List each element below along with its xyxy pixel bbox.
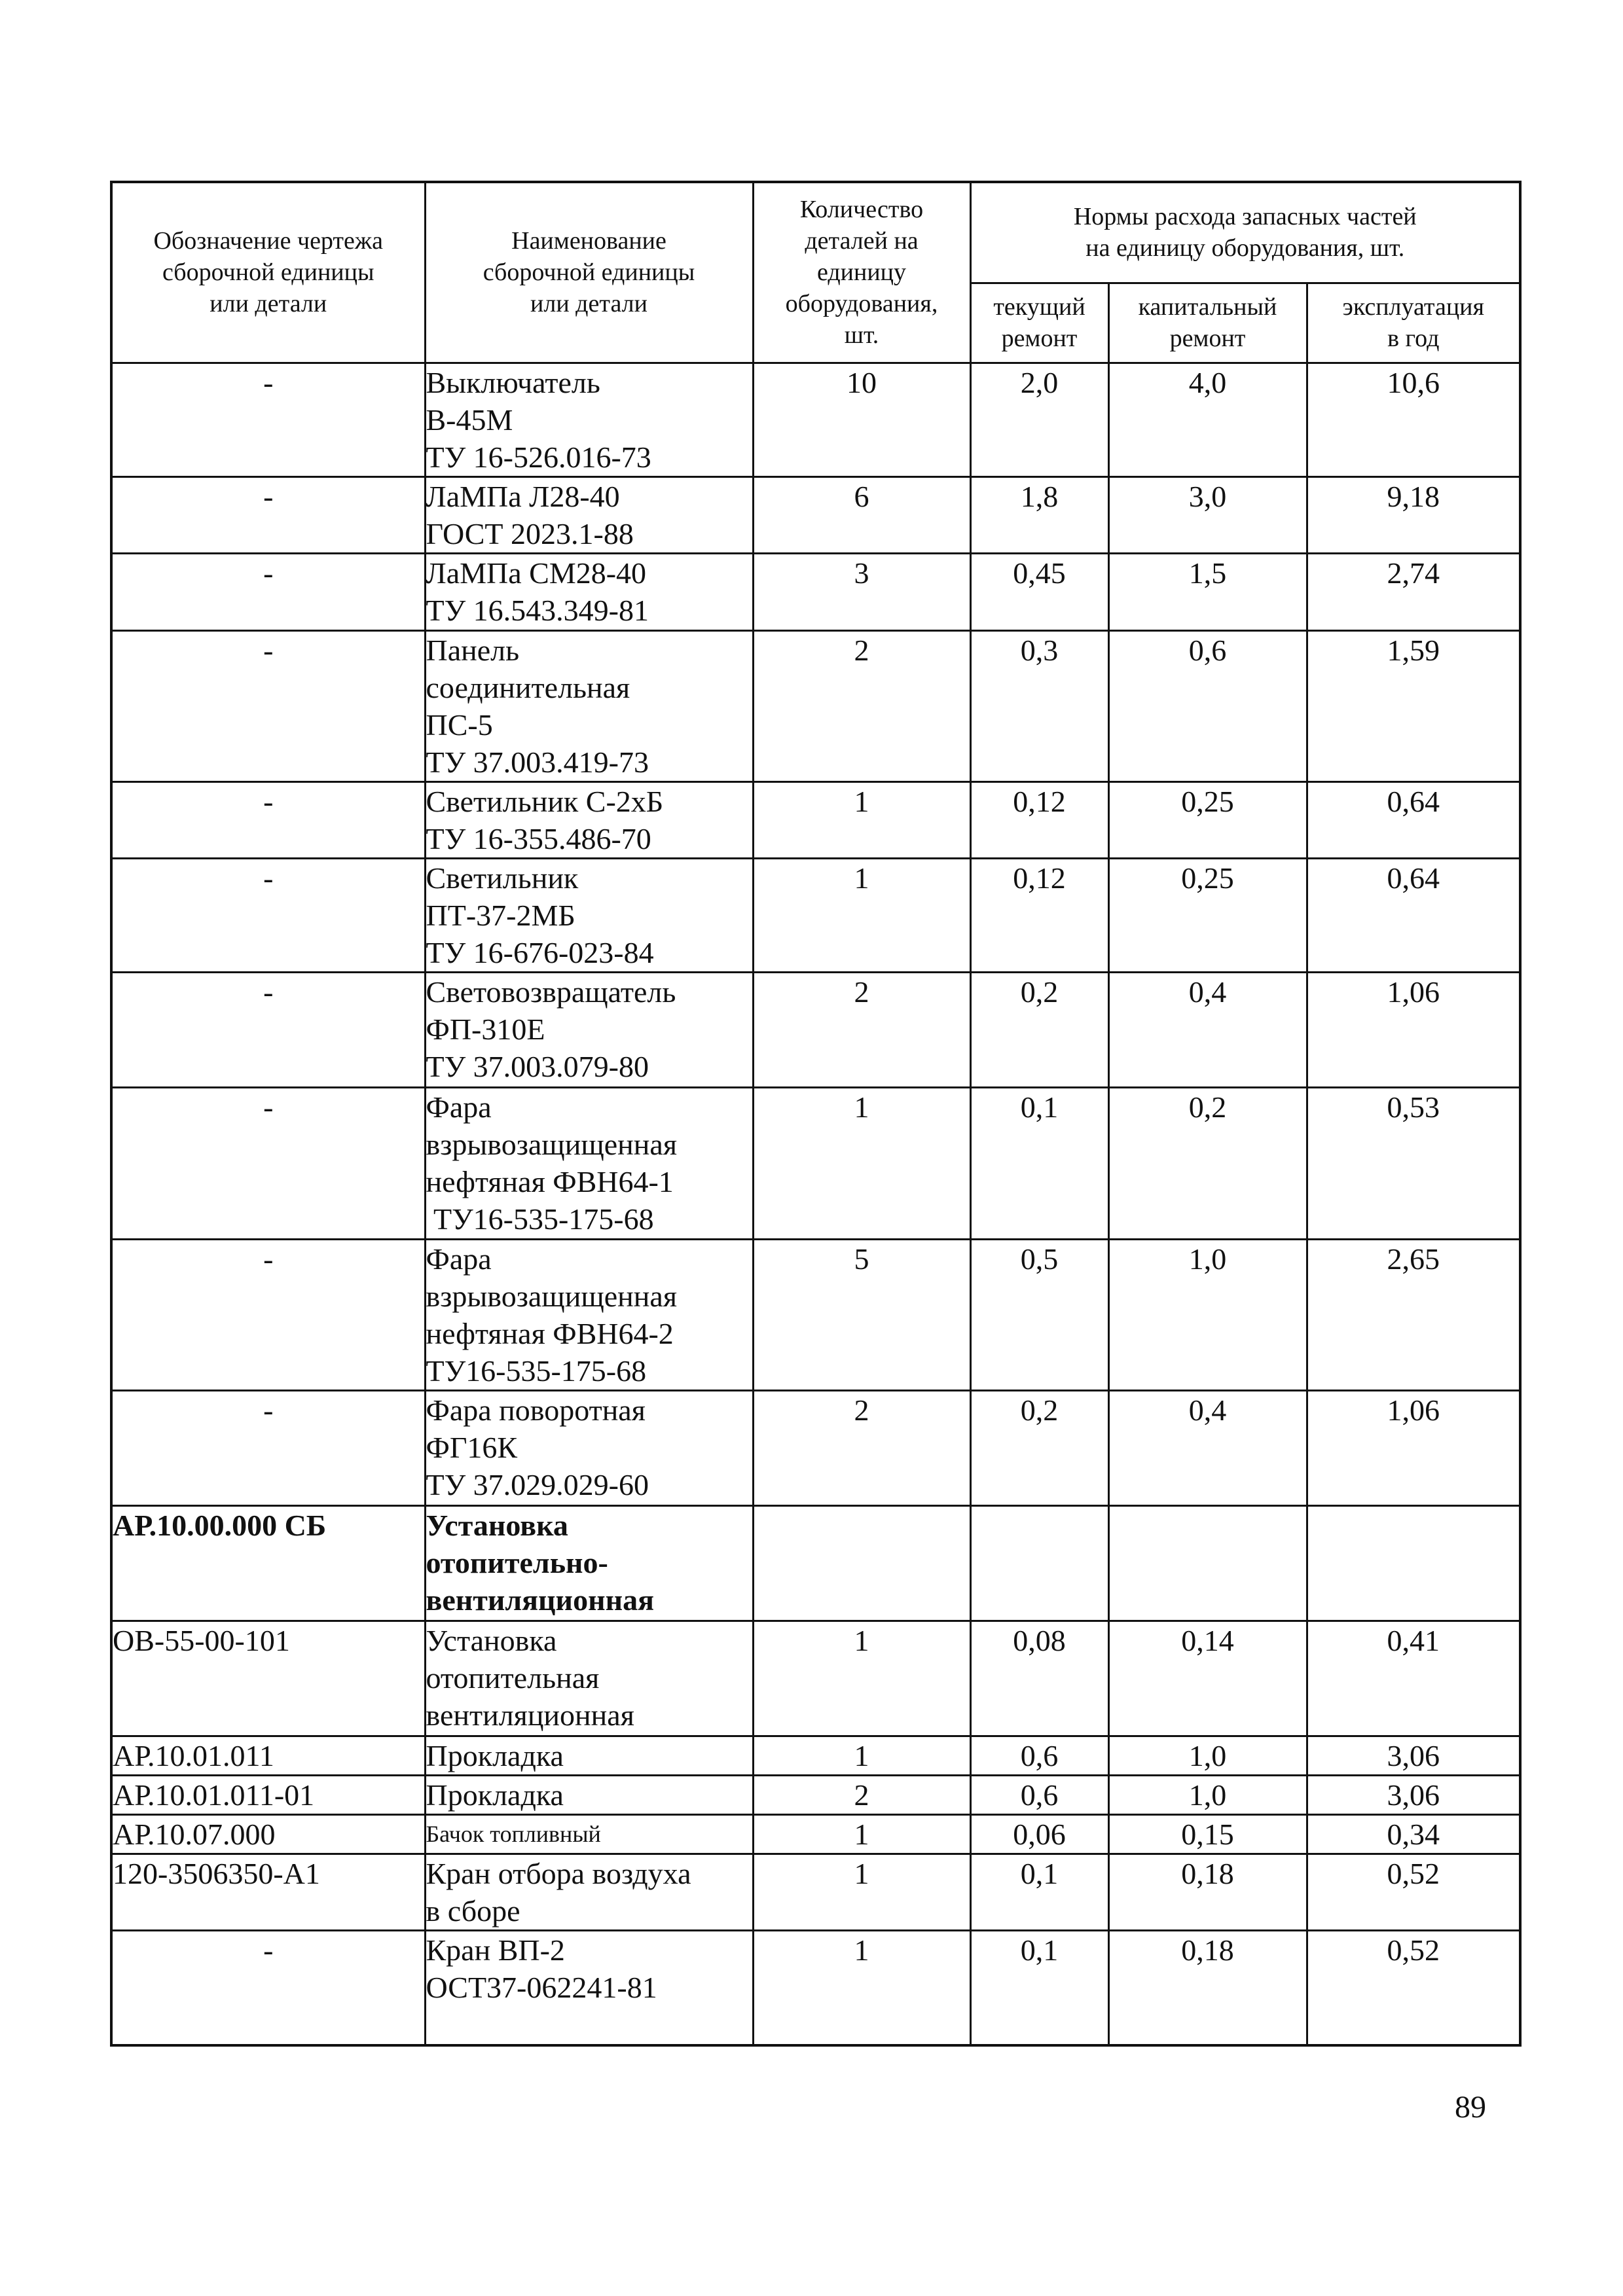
cell-operation: 1,59 xyxy=(1307,630,1520,781)
cell-qty xyxy=(753,1505,970,1621)
cell-capital: 0,25 xyxy=(1108,858,1307,972)
table-row xyxy=(111,1736,1520,1775)
cell-qty: 2 xyxy=(753,1775,970,1814)
cell-drawing-code: АР.10.01.011-01 xyxy=(111,1775,425,1814)
table-row xyxy=(111,1621,1520,1736)
unit-name-line: взрывозащищенная xyxy=(426,1279,677,1313)
cell-unit-name xyxy=(425,476,753,553)
unit-name-line: ГОСТ 2023.1-88 xyxy=(426,516,634,550)
unit-name-line: ТУ 37.003.079-80 xyxy=(426,1049,649,1083)
cell-capital: 0,14 xyxy=(1108,1621,1307,1736)
cell-drawing-code: - xyxy=(111,1239,425,1390)
unit-name-line: отопительная xyxy=(426,1660,600,1695)
cell-unit-name xyxy=(425,781,753,858)
unit-name-line: ЛаМПа СМ28-40 xyxy=(426,556,647,590)
cell-operation: 1,06 xyxy=(1307,1390,1520,1505)
cell-drawing-code: - xyxy=(111,1087,425,1239)
cell-drawing-code: 120-3506350-А1 xyxy=(111,1854,425,1930)
cell-unit-name xyxy=(425,1390,753,1505)
table-row xyxy=(111,553,1520,630)
cell-operation: 1,06 xyxy=(1307,972,1520,1087)
cell-operation: 3,06 xyxy=(1307,1736,1520,1775)
cell-current xyxy=(970,1505,1108,1621)
cell-capital xyxy=(1108,1505,1307,1621)
cell-qty: 1 xyxy=(753,858,970,972)
cell-capital: 0,4 xyxy=(1108,1390,1307,1505)
cell-capital: 0,18 xyxy=(1108,1854,1307,1930)
cell-qty: 5 xyxy=(753,1239,970,1390)
unit-name-line: Установка xyxy=(426,1508,568,1542)
cell-unit-name xyxy=(425,1736,753,1775)
cell-capital: 1,5 xyxy=(1108,553,1307,630)
cell-unit-name xyxy=(425,363,753,476)
cell-qty: 1 xyxy=(753,1814,970,1854)
cell-current: 0,1 xyxy=(970,1854,1108,1930)
table-row xyxy=(111,476,1520,553)
unit-name-line: ТУ16-535-175-68 xyxy=(426,1354,647,1388)
cell-unit-name xyxy=(425,1930,753,2045)
cell-current: 0,12 xyxy=(970,781,1108,858)
header-current-repair: текущий ремонт xyxy=(970,283,1108,363)
cell-operation: 0,64 xyxy=(1307,781,1520,858)
cell-unit-name xyxy=(425,1621,753,1736)
cell-current: 0,1 xyxy=(970,1087,1108,1239)
table-row xyxy=(111,1239,1520,1390)
unit-name-line: ТУ 16.543.349-81 xyxy=(426,593,649,627)
cell-capital: 0,25 xyxy=(1108,781,1307,858)
cell-qty: 1 xyxy=(753,781,970,858)
header-code: Обозначение чертежа сборочной единицы или детали xyxy=(111,182,425,363)
unit-name-line: Кран ВП-2 xyxy=(426,1933,565,1967)
cell-drawing-code: - xyxy=(111,476,425,553)
table-row xyxy=(111,1814,1520,1854)
cell-unit-name xyxy=(425,972,753,1087)
cell-capital: 0,4 xyxy=(1108,972,1307,1087)
cell-unit-name xyxy=(425,1239,753,1390)
unit-name-line: взрывозащищенная xyxy=(426,1127,677,1161)
header-capital-repair: капитальный ремонт xyxy=(1108,283,1307,363)
cell-drawing-code: - xyxy=(111,553,425,630)
table-row xyxy=(111,630,1520,781)
cell-unit-name xyxy=(425,1775,753,1814)
header-norms: Нормы расхода запасных частей на единицу оборудования, шт. xyxy=(970,182,1520,283)
cell-qty: 1 xyxy=(753,1930,970,2045)
unit-name-line: нефтяная ФВН64-1 xyxy=(426,1164,674,1198)
cell-current: 0,3 xyxy=(970,630,1108,781)
unit-name-line: соединительная xyxy=(426,670,630,704)
table-row xyxy=(111,1505,1520,1621)
cell-drawing-code: - xyxy=(111,858,425,972)
cell-current: 1,8 xyxy=(970,476,1108,553)
cell-unit-name xyxy=(425,858,753,972)
cell-capital: 0,15 xyxy=(1108,1814,1307,1854)
table-row xyxy=(111,1775,1520,1814)
cell-capital: 3,0 xyxy=(1108,476,1307,553)
unit-name-line: вентиляционная xyxy=(426,1698,634,1732)
unit-name-line: ТУ 16-526.016-73 xyxy=(426,440,651,474)
cell-drawing-code: ОВ-55-00-101 xyxy=(111,1621,425,1736)
unit-name-line: ЛаМПа Л28-40 xyxy=(426,479,620,513)
unit-name-line: Выключатель xyxy=(426,365,600,399)
unit-name-line: Прокладка xyxy=(426,1778,564,1812)
cell-unit-name xyxy=(425,1854,753,1930)
unit-name-line: ФП-310Е xyxy=(426,1012,545,1046)
table-body xyxy=(111,363,1520,2045)
cell-qty: 2 xyxy=(753,630,970,781)
cell-current: 2,0 xyxy=(970,363,1108,476)
cell-drawing-code: - xyxy=(111,972,425,1087)
unit-name-line: ТУ 37.003.419-73 xyxy=(426,745,649,779)
table-row xyxy=(111,972,1520,1087)
unit-name-line: нефтяная ФВН64-2 xyxy=(426,1316,674,1350)
cell-qty: 1 xyxy=(753,1087,970,1239)
unit-name-line: ТУ16-535-175-68 xyxy=(426,1202,654,1236)
unit-name-line: ТУ 37.029.029-60 xyxy=(426,1467,649,1501)
cell-operation: 3,06 xyxy=(1307,1775,1520,1814)
cell-operation xyxy=(1307,1505,1520,1621)
cell-capital: 0,18 xyxy=(1108,1930,1307,2045)
header-quantity: Количество деталей на единицу оборудования, шт. xyxy=(753,182,970,363)
unit-name-line: ОСТ37-062241-81 xyxy=(426,1970,657,2004)
cell-qty: 1 xyxy=(753,1736,970,1775)
cell-drawing-code: АР.10.01.011 xyxy=(111,1736,425,1775)
unit-name-line: Прокладка xyxy=(426,1738,564,1772)
cell-operation: 2,74 xyxy=(1307,553,1520,630)
cell-drawing-code: - xyxy=(111,630,425,781)
table-row xyxy=(111,363,1520,476)
header-operation-per-year: эксплуатация в год xyxy=(1307,283,1520,363)
cell-capital: 0,6 xyxy=(1108,630,1307,781)
table-row xyxy=(111,1930,1520,2045)
cell-drawing-code: АР.10.00.000 СБ xyxy=(111,1505,425,1621)
unit-name-line: Фара поворотная xyxy=(426,1393,646,1427)
cell-drawing-code: - xyxy=(111,1930,425,2045)
unit-name-line: Установка xyxy=(426,1623,557,1657)
unit-name-line: ФГ16К xyxy=(426,1430,518,1464)
table-row xyxy=(111,1087,1520,1239)
cell-qty: 1 xyxy=(753,1621,970,1736)
spare-parts-table xyxy=(110,181,1522,2047)
cell-current: 0,2 xyxy=(970,972,1108,1087)
cell-current: 0,5 xyxy=(970,1239,1108,1390)
cell-current: 0,45 xyxy=(970,553,1108,630)
cell-capital: 0,2 xyxy=(1108,1087,1307,1239)
unit-name-line: вентиляционная xyxy=(426,1583,654,1617)
table-row xyxy=(111,1390,1520,1505)
cell-qty: 6 xyxy=(753,476,970,553)
cell-operation: 10,6 xyxy=(1307,363,1520,476)
cell-capital: 1,0 xyxy=(1108,1736,1307,1775)
cell-current: 0,6 xyxy=(970,1775,1108,1814)
cell-operation: 0,53 xyxy=(1307,1087,1520,1239)
cell-unit-name xyxy=(425,1505,753,1621)
cell-operation: 2,65 xyxy=(1307,1239,1520,1390)
cell-qty: 1 xyxy=(753,1854,970,1930)
unit-name-line: ПС-5 xyxy=(426,708,493,742)
cell-unit-name xyxy=(425,630,753,781)
cell-operation: 0,41 xyxy=(1307,1621,1520,1736)
cell-current: 0,08 xyxy=(970,1621,1108,1736)
cell-current: 0,12 xyxy=(970,858,1108,972)
cell-drawing-code: - xyxy=(111,1390,425,1505)
unit-name-line: Световозвращатель xyxy=(426,975,676,1009)
cell-unit-name xyxy=(425,553,753,630)
unit-name-line: Светильник С-2хБ xyxy=(426,784,664,818)
cell-current: 0,2 xyxy=(970,1390,1108,1505)
unit-name-line: ПТ-37-2МБ xyxy=(426,898,575,932)
unit-name-line: ТУ 16-355.486-70 xyxy=(426,821,651,855)
cell-drawing-code: - xyxy=(111,781,425,858)
cell-current: 0,1 xyxy=(970,1930,1108,2045)
table-row xyxy=(111,858,1520,972)
unit-name-line: Бачок топливный xyxy=(426,1820,601,1847)
page-number: 89 xyxy=(1455,2090,1486,2125)
cell-capital: 1,0 xyxy=(1108,1775,1307,1814)
cell-operation: 9,18 xyxy=(1307,476,1520,553)
unit-name-line: в сборе xyxy=(426,1893,520,1928)
cell-qty: 2 xyxy=(753,972,970,1087)
table-row xyxy=(111,1854,1520,1930)
cell-qty: 3 xyxy=(753,553,970,630)
cell-unit-name xyxy=(425,1087,753,1239)
cell-operation: 0,34 xyxy=(1307,1814,1520,1854)
cell-unit-name xyxy=(425,1814,753,1854)
cell-operation: 0,52 xyxy=(1307,1854,1520,1930)
cell-current: 0,06 xyxy=(970,1814,1108,1854)
cell-qty: 10 xyxy=(753,363,970,476)
cell-qty: 2 xyxy=(753,1390,970,1505)
cell-operation: 0,52 xyxy=(1307,1930,1520,2045)
unit-name-line: В-45М xyxy=(426,403,513,437)
header-name: Наименование сборочной единицы или детали xyxy=(425,182,753,363)
unit-name-line: ТУ 16-676-023-84 xyxy=(426,935,654,969)
cell-drawing-code: АР.10.07.000 xyxy=(111,1814,425,1854)
unit-name-line: Светильник xyxy=(426,861,579,895)
cell-drawing-code: - xyxy=(111,363,425,476)
unit-name-line: Фара xyxy=(426,1090,492,1124)
unit-name-line: Кран отбора воздуха xyxy=(426,1856,691,1890)
cell-capital: 4,0 xyxy=(1108,363,1307,476)
table-row xyxy=(111,781,1520,858)
cell-operation: 0,64 xyxy=(1307,858,1520,972)
unit-name-line: отопительно- xyxy=(426,1545,608,1579)
unit-name-line: Панель xyxy=(426,633,520,667)
cell-capital: 1,0 xyxy=(1108,1239,1307,1390)
cell-current: 0,6 xyxy=(970,1736,1108,1775)
unit-name-line: Фара xyxy=(426,1242,492,1276)
